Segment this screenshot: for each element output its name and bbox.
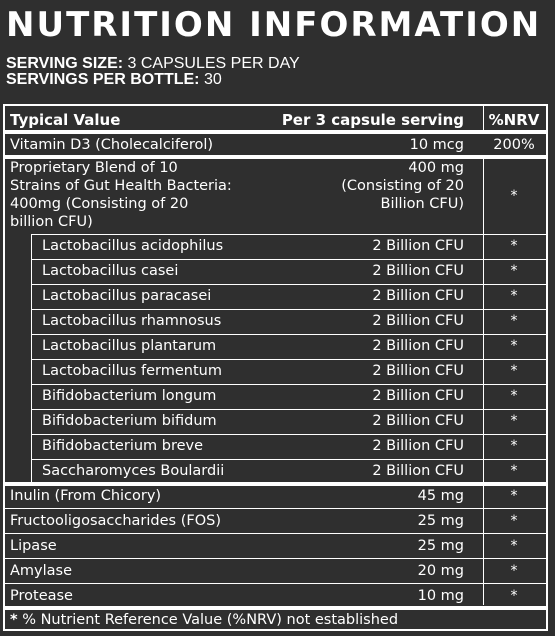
nutrient-name: Lactobacillus casei bbox=[42, 263, 179, 279]
nutrient-name: Lactobacillus paracasei bbox=[42, 288, 212, 304]
nutrient-nrv: * bbox=[510, 263, 518, 279]
nutrient-amount: 2 Billion CFU bbox=[372, 238, 464, 254]
nutrient-amount: 20 mg bbox=[417, 563, 464, 579]
servings-per-bottle: SERVINGS PER BOTTLE: 30 bbox=[6, 71, 222, 88]
nutrient-amount: 2 Billion CFU bbox=[372, 438, 464, 454]
nutrient-nrv: * bbox=[510, 413, 518, 429]
nutrient-nrv: * bbox=[510, 313, 518, 329]
nutrient-name: Amylase bbox=[10, 563, 73, 579]
nutrient-amount: 2 Billion CFU bbox=[372, 463, 464, 479]
row-separator bbox=[31, 384, 546, 385]
nutrient-name: Lactobacillus acidophilus bbox=[42, 238, 224, 254]
nutrient-name: Lipase bbox=[10, 538, 57, 554]
nutrient-nrv: * bbox=[510, 488, 518, 504]
nutrient-amount: 2 Billion CFU bbox=[372, 363, 464, 379]
nutrient-name: Saccharomyces Boulardii bbox=[42, 463, 225, 479]
nutrient-name: Bifidobacterium bifidum bbox=[42, 413, 217, 429]
nutrient-amount: 2 Billion CFU bbox=[372, 288, 464, 304]
nutrient-amount: 2 Billion CFU bbox=[372, 338, 464, 354]
row-separator bbox=[5, 583, 546, 584]
nutrient-amount: 2 Billion CFU bbox=[372, 313, 464, 329]
row-separator bbox=[5, 508, 546, 509]
nutrient-amount: 25 mg bbox=[417, 538, 464, 554]
row-separator bbox=[5, 533, 546, 534]
row-separator bbox=[5, 606, 546, 610]
nutrient-amount: 10 mcg bbox=[409, 137, 464, 153]
nutrient-nrv: * bbox=[510, 388, 518, 404]
nutrient-amount: 400 mg (Consisting of 20 Billion CFU) bbox=[341, 160, 464, 212]
nutrient-amount: 10 mg bbox=[417, 588, 464, 604]
nutrient-nrv: * bbox=[510, 188, 518, 204]
header-nrv: %NRV bbox=[488, 111, 540, 129]
page-title: NUTRITION INFORMATION bbox=[6, 5, 542, 45]
nutrient-name: Protease bbox=[10, 588, 73, 604]
row-separator bbox=[5, 130, 546, 134]
table-row bbox=[5, 159, 546, 231]
nutrient-nrv: * bbox=[510, 588, 518, 604]
row-separator bbox=[31, 234, 546, 235]
nutrient-nrv: 200% bbox=[493, 137, 535, 153]
serving-size: SERVING SIZE: 3 CAPSULES PER DAY bbox=[6, 55, 300, 72]
nutrient-nrv: * bbox=[510, 288, 518, 304]
nutrient-name: Lactobacillus plantarum bbox=[42, 338, 217, 354]
nutrient-name: Vitamin D3 (Cholecalciferol) bbox=[10, 137, 214, 153]
row-separator bbox=[31, 434, 546, 435]
row-separator bbox=[31, 359, 546, 360]
nutrient-amount: 45 mg bbox=[417, 488, 464, 504]
nutrient-nrv: * bbox=[510, 463, 518, 479]
nutrient-nrv: * bbox=[510, 238, 518, 254]
nutrient-amount: 2 Billion CFU bbox=[372, 388, 464, 404]
row-separator bbox=[31, 459, 546, 460]
nutrient-name: Lactobacillus rhamnosus bbox=[42, 313, 222, 329]
nutrient-nrv: * bbox=[510, 538, 518, 554]
nutrient-name: Bifidobacterium longum bbox=[42, 388, 217, 404]
serving-info bbox=[6, 56, 300, 88]
row-separator bbox=[5, 558, 546, 559]
nutrient-name: Proprietary Blend of 10 Strains of Gut Health Bacteria: 400mg (Consisting of 20 billion CFU) bbox=[10, 160, 232, 230]
nutrient-name: Bifidobacterium breve bbox=[42, 438, 204, 454]
footnote-star: * bbox=[10, 612, 18, 628]
nutrient-nrv: * bbox=[510, 513, 518, 529]
nutrient-amount: 2 Billion CFU bbox=[372, 413, 464, 429]
nutrient-nrv: * bbox=[510, 363, 518, 379]
nutrient-name: Inulin (From Chicory) bbox=[10, 488, 162, 504]
row-separator bbox=[31, 334, 546, 335]
nutrient-name: Lactobacillus fermentum bbox=[42, 363, 222, 379]
row-separator bbox=[31, 284, 546, 285]
nutrient-amount: 25 mg bbox=[417, 513, 464, 529]
nutrient-amount: 2 Billion CFU bbox=[372, 263, 464, 279]
header-per-serving: Per 3 capsule serving bbox=[281, 111, 464, 129]
nutrient-nrv: * bbox=[510, 563, 518, 579]
nutrient-nrv: * bbox=[510, 338, 518, 354]
row-separator bbox=[31, 259, 546, 260]
row-separator bbox=[5, 482, 546, 486]
nutrition-table bbox=[3, 104, 548, 631]
header-typical-value: Typical Value bbox=[10, 111, 121, 129]
footnote-text: % Nutrient Reference Value (%NRV) not established bbox=[17, 612, 399, 628]
nutrient-name: Fructooligosaccharides (FOS) bbox=[10, 513, 221, 529]
nutrient-nrv: * bbox=[510, 438, 518, 454]
row-separator bbox=[31, 309, 546, 310]
row-separator bbox=[31, 409, 546, 410]
